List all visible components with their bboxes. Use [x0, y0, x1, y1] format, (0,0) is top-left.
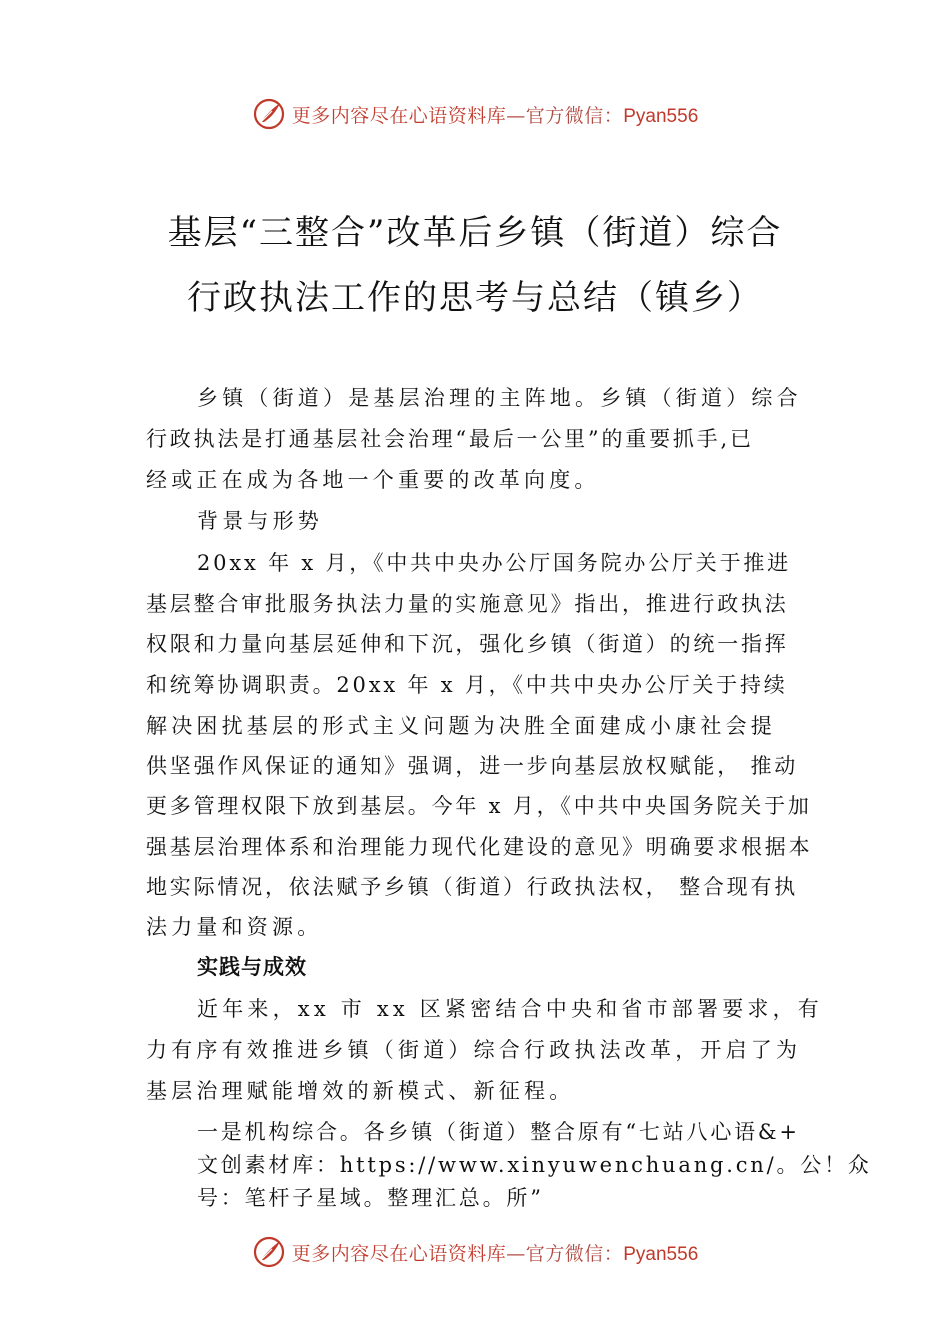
watermark-text [292, 101, 699, 128]
paragraph-line: 20xx 年 x 月，《中共中央办公厅国务院办公厅关于推进 [197, 551, 791, 575]
paragraph-line: 近年来，xx 市 xx 区紧密结合中央和省市部署要求，有 [197, 997, 823, 1021]
paragraph-line: 号：笔杆子星域。整理汇总。所” [197, 1186, 544, 1210]
section-heading-practice: 实践与成效 [197, 955, 307, 979]
paragraph-line: 行政执法是打通基层社会治理“最后一公里”的重要抓手,已 [146, 427, 754, 451]
watermark-text [292, 1239, 699, 1266]
paragraph-line: 和统筹协调职责。20xx 年 x 月，《中共中央办公厅关于持续 [146, 673, 788, 697]
paragraph-line: 经或正在成为各地一个重要的改革向度。 [146, 468, 600, 492]
watermark-wechat-id: Pyan556 [623, 1243, 699, 1265]
quill-logo-icon [252, 1235, 286, 1269]
paragraph-line: 力有序有效推进乡镇（街道）综合行政执法改革，开启了为 [146, 1038, 802, 1062]
section-heading-background: 背景与形势 [197, 509, 323, 533]
paragraph-line: 法力量和资源。 [146, 915, 323, 939]
watermark-wechat-label: 官方微信： [525, 1242, 624, 1265]
watermark-header [0, 94, 950, 134]
watermark-wechat-id: Pyan556 [623, 105, 699, 127]
paragraph-line: 一是机构综合。各乡镇（街道）整合原有“七站八心语&+ [197, 1120, 800, 1144]
watermark-wechat-label: 官方微信： [525, 104, 624, 127]
document-title-line-1: 基层“三整合”改革后乡镇（街道）综合 [167, 213, 783, 253]
paragraph-line: 地实际情况，依法赋予乡镇（街道）行政执法权， 整合现有执 [146, 875, 799, 899]
paragraph-line: 供坚强作风保证的通知》强调，进一步向基层放权赋能， 推动 [146, 754, 799, 778]
paragraph-line: 解决困扰基层的形式主义问题为决胜全面建成小康社会提 [146, 714, 776, 738]
paragraph-line: 文创素材库：https://www.xinyuwenchuang.cn/。公！众 [197, 1153, 872, 1177]
watermark-dash: — [506, 1242, 526, 1265]
paragraph-line: 基层治理赋能增效的新模式、新征程。 [146, 1079, 575, 1103]
paragraph-line: 权限和力量向基层延伸和下沉，强化乡镇（街道）的统一指挥 [146, 632, 789, 656]
paragraph-line: 更多管理权限下放到基层。今年 x 月，《中共中央国务院关于加 [146, 794, 812, 818]
watermark-prefix: 更多内容尽在心语资料库 [291, 1242, 507, 1265]
paragraph-line: 基层整合审批服务执法力量的实施意见》指出，推进行政执法 [146, 592, 789, 616]
paragraph-line: 乡镇（街道）是基层治理的主阵地。乡镇（街道）综合 [197, 386, 802, 410]
paragraph-line: 强基层治理体系和治理能力现代化建设的意见》明确要求根据本 [146, 835, 813, 859]
watermark-prefix: 更多内容尽在心语资料库 [291, 104, 507, 127]
watermark-dash: — [506, 104, 526, 127]
document-title-line-2: 行政执法工作的思考与总结（镇乡） [187, 278, 763, 318]
quill-logo-icon [252, 97, 286, 131]
watermark-footer [0, 1232, 950, 1272]
